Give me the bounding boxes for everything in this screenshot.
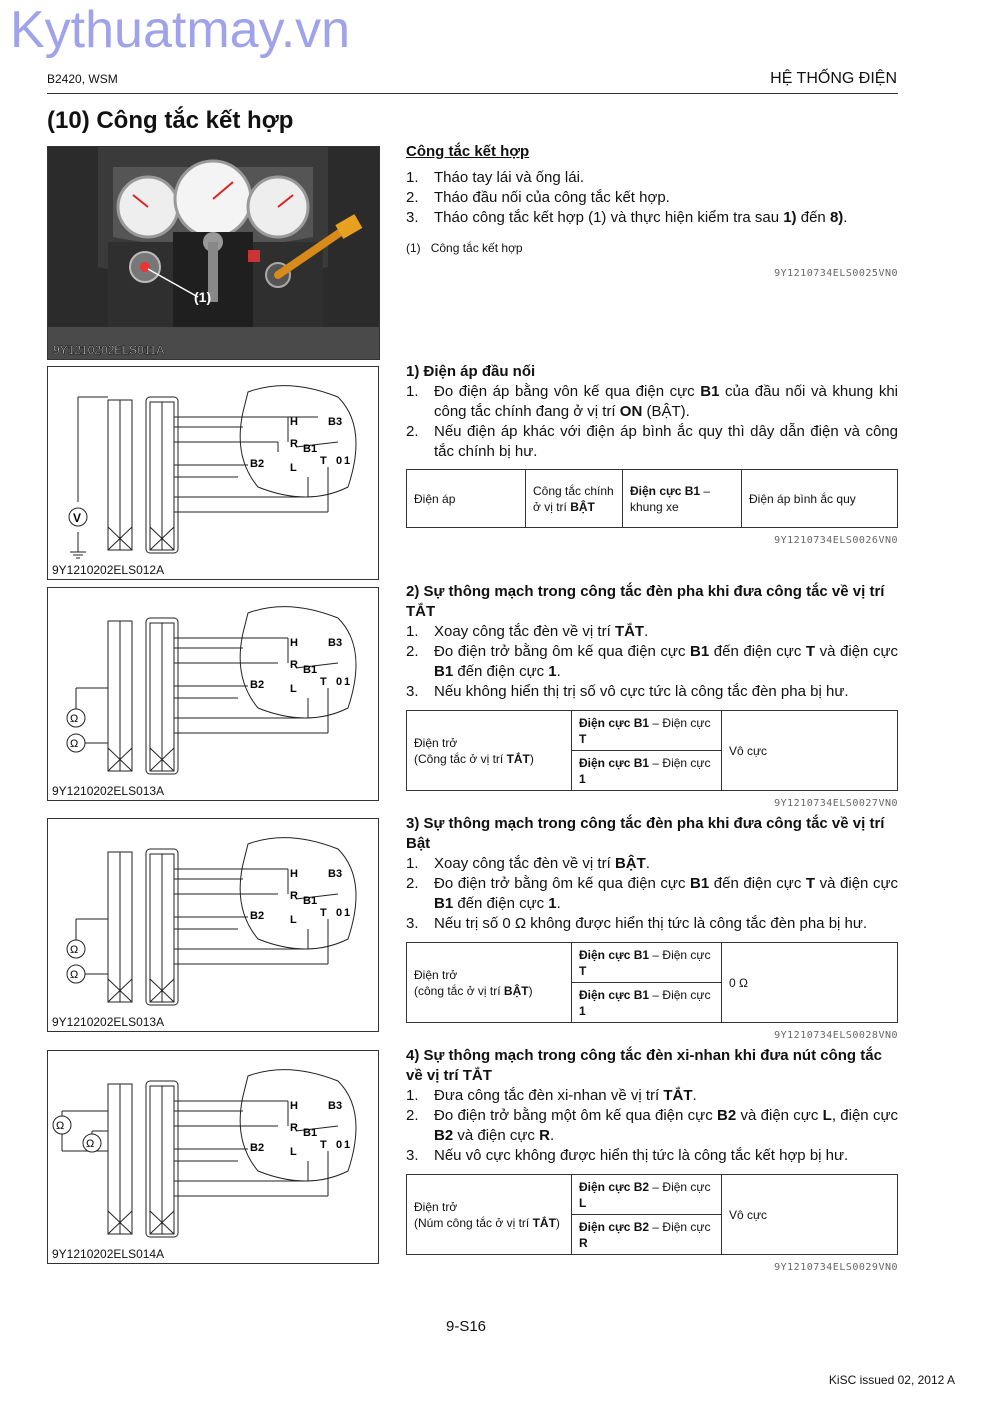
table-cell: Điện trở (công tắc ở vị trí BẬT) — [407, 943, 572, 1023]
list-item: 2. Tháo đầu nối của công tắc kết hợp. — [406, 189, 670, 206]
svg-text:B3: B3 — [328, 1100, 343, 1112]
table-cell: 0 Ω — [722, 943, 898, 1023]
table-cell: Công tắc chính ở vị trí BẬT — [526, 470, 623, 528]
dashboard-illustration — [48, 147, 379, 359]
reference-code: 9Y1210734ELS0026VN0 — [774, 535, 898, 546]
wiring-figure-headlight-on — [47, 818, 379, 1032]
photo-caption: 9Y1210202ELS011A — [53, 343, 165, 357]
section-headlight-off — [406, 582, 898, 814]
dashboard-photo — [47, 146, 380, 360]
wiring-figure-voltage — [47, 366, 379, 580]
reference-code: 9Y1210734ELS0029VN0 — [774, 1262, 898, 1273]
list-item: 2. Đo điện trở bằng một ôm kế qua điện cực B2 và điện cực L, điện cực B2 và điện cực R. — [406, 1107, 898, 1144]
reference-code: 9Y1210734ELS0025VN0 — [774, 268, 898, 279]
model-label: B2420, WSM — [47, 72, 118, 86]
svg-text:R: R — [290, 1122, 298, 1134]
site-watermark: Kythuatmay.vn — [10, 1, 351, 59]
wiring-figure-turn-signal — [47, 1050, 379, 1264]
list-item: 1. Tháo tay lái và ống lái. — [406, 169, 585, 186]
svg-text:R: R — [290, 659, 298, 671]
list-item: 3. Tháo công tắc kết hợp (1) và thực hiện kiểm tra sau 1) đến 8). — [406, 209, 848, 226]
list-item: 2. Đo điện trở bằng ôm kế qua điện cực B1 đến điện cực T và điện cực B1 đến điện cực 1. — [406, 643, 898, 680]
table-cell: Điện trở (Công tắc ở vị trí TẮT) — [407, 711, 572, 791]
ohmmeter-symbol: Ω — [70, 944, 79, 956]
svg-text:1: 1 — [344, 455, 351, 467]
list-item: 2. Nếu điện áp khác với điện áp bình ắc quy thì dây dẫn điện và công tắc chính bị hư. — [406, 423, 898, 460]
svg-text:H: H — [290, 1100, 298, 1112]
table-cell: Điện trở (Núm công tắc ở vị trí TẮT) — [407, 1175, 572, 1255]
figure-caption: 9Y1210202ELS013A — [52, 1015, 165, 1029]
svg-text:L: L — [290, 914, 297, 926]
list-item: 1. Đưa công tắc đèn xi-nhan về vị trí TẮT. — [406, 1087, 697, 1104]
terminal-labels — [250, 637, 350, 695]
figure-caption: 9Y1210202ELS013A — [52, 784, 165, 798]
svg-text:B2: B2 — [250, 679, 265, 691]
ohmmeter-symbol: Ω — [70, 969, 79, 981]
terminal-labels — [250, 868, 350, 926]
svg-text:B3: B3 — [328, 416, 343, 428]
ohmmeter-symbol: Ω — [70, 713, 79, 725]
list-item: 3. Nếu trị số 0 Ω không được hiển thị tức là công tắc đèn pha bị hư. — [406, 915, 868, 932]
svg-text:R: R — [290, 890, 298, 902]
svg-text:B2: B2 — [250, 910, 265, 922]
table-cell: Điện cực B1 – Điện cực T — [572, 943, 722, 983]
list-item: 3. Nếu vô cực không được hiển thị tức là công tắc kết hợp bị hư. — [406, 1147, 849, 1164]
svg-text:1: 1 — [344, 676, 351, 688]
chapter-label: HỆ THỐNG ĐIỆN — [770, 70, 897, 87]
section-heading: 1) Điện áp đầu nối — [406, 363, 536, 380]
svg-text:B1: B1 — [303, 895, 318, 907]
svg-text:H: H — [290, 637, 298, 649]
spec-table — [406, 942, 898, 1023]
figure-note: (1) Công tắc kết hợp — [406, 241, 523, 255]
svg-text:0: 0 — [336, 676, 343, 688]
wiring-figure-headlight-off — [47, 587, 379, 801]
svg-text:T: T — [320, 1139, 327, 1151]
ohmmeter-symbol: Ω — [56, 1120, 65, 1132]
svg-text:T: T — [320, 907, 327, 919]
section-turn-signal — [406, 1046, 898, 1278]
svg-text:B1: B1 — [303, 1127, 318, 1139]
reference-code: 9Y1210734ELS0028VN0 — [774, 1030, 898, 1041]
svg-text:1: 1 — [344, 1139, 351, 1151]
ohmmeter-symbol: Ω — [70, 738, 79, 750]
table-cell: Điện áp bình ắc quy — [742, 470, 898, 528]
intro-section — [406, 142, 898, 284]
svg-text:H: H — [290, 868, 298, 880]
list-item: 2. Đo điện trở bằng ôm kế qua điện cực B1 đến điện cực T và điện cực B1 đến điện cực 1. — [406, 875, 898, 912]
voltmeter-symbol: V — [73, 511, 82, 525]
list-item: 1. Xoay công tắc đèn về vị trí BẬT. — [406, 855, 650, 872]
list-item: 1. Đo điện áp bằng vôn kế qua điện cực B1 của đầu nối và khung khi công tắc chính đang ở vị trí ON (BẬT). — [406, 383, 898, 420]
svg-text:L: L — [290, 1146, 297, 1158]
table-cell: Điện cực B2 – Điện cực R — [572, 1215, 722, 1255]
terminal-labels — [250, 416, 350, 474]
svg-text:R: R — [290, 438, 298, 450]
section-voltage — [406, 362, 898, 551]
svg-text:L: L — [290, 462, 297, 474]
table-cell: Điện cực B1 – Điện cực 1 — [572, 983, 722, 1023]
svg-text:B3: B3 — [328, 637, 343, 649]
issue-label: KiSC issued 02, 2012 A — [828, 1373, 955, 1387]
svg-text:B2: B2 — [250, 458, 265, 470]
svg-text:L: L — [290, 683, 297, 695]
ohmmeter-symbol: Ω — [86, 1138, 95, 1150]
terminal-labels — [250, 1100, 350, 1158]
svg-text:0: 0 — [336, 455, 343, 467]
reference-code: 9Y1210734ELS0027VN0 — [774, 798, 898, 809]
svg-text:B3: B3 — [328, 868, 343, 880]
svg-text:B1: B1 — [303, 443, 318, 455]
page-title: (10) Công tắc kết hợp — [47, 107, 294, 134]
section-heading: 3) Sự thông mạch trong công tắc đèn pha khi đưa công tắc về vị trí Bật — [406, 815, 885, 852]
intro-steps — [406, 168, 898, 228]
svg-text:B2: B2 — [250, 1142, 265, 1154]
svg-text:1: 1 — [344, 907, 351, 919]
svg-text:T: T — [320, 676, 327, 688]
spec-table — [406, 1174, 898, 1255]
list-item: 3. Nếu không hiển thị trị số vô cực tức là công tắc đèn pha bị hư. — [406, 683, 849, 700]
photo-callout-label: (1) — [194, 289, 212, 305]
svg-text:B1: B1 — [303, 664, 318, 676]
table-cell: Điện cực B1 – khung xe — [623, 470, 742, 528]
table-cell: Điện cực B2 – Điện cực L — [572, 1175, 722, 1215]
list-item: 1. Xoay công tắc đèn về vị trí TẮT. — [406, 623, 649, 640]
figure-caption: 9Y1210202ELS014A — [52, 1247, 165, 1261]
svg-text:H: H — [290, 416, 298, 428]
table-cell: Vô cực — [722, 1175, 898, 1255]
page-number: 9-S16 — [446, 1318, 487, 1335]
intro-heading: Công tắc kết hợp — [406, 143, 530, 160]
section-heading: 2) Sự thông mạch trong công tắc đèn pha khi đưa công tắc về vị trí TẮT — [406, 583, 885, 620]
section-heading: 4) Sự thông mạch trong công tắc đèn xi-nhan khi đưa nút công tắc về vị trí TẮT — [406, 1047, 882, 1084]
figure-caption: 9Y1210202ELS012A — [52, 563, 165, 577]
table-cell: Điện cực B1 – Điện cực T — [572, 711, 722, 751]
svg-text:0: 0 — [336, 907, 343, 919]
svg-text:0: 0 — [336, 1139, 343, 1151]
table-cell: Điện cực B1 – Điện cực 1 — [572, 751, 722, 791]
spec-table — [406, 710, 898, 791]
header-divider — [47, 93, 898, 94]
table-cell: Điện áp — [407, 470, 526, 528]
spec-table — [406, 469, 898, 528]
section-headlight-on — [406, 814, 898, 1046]
table-cell: Vô cực — [722, 711, 898, 791]
svg-text:T: T — [320, 455, 327, 467]
